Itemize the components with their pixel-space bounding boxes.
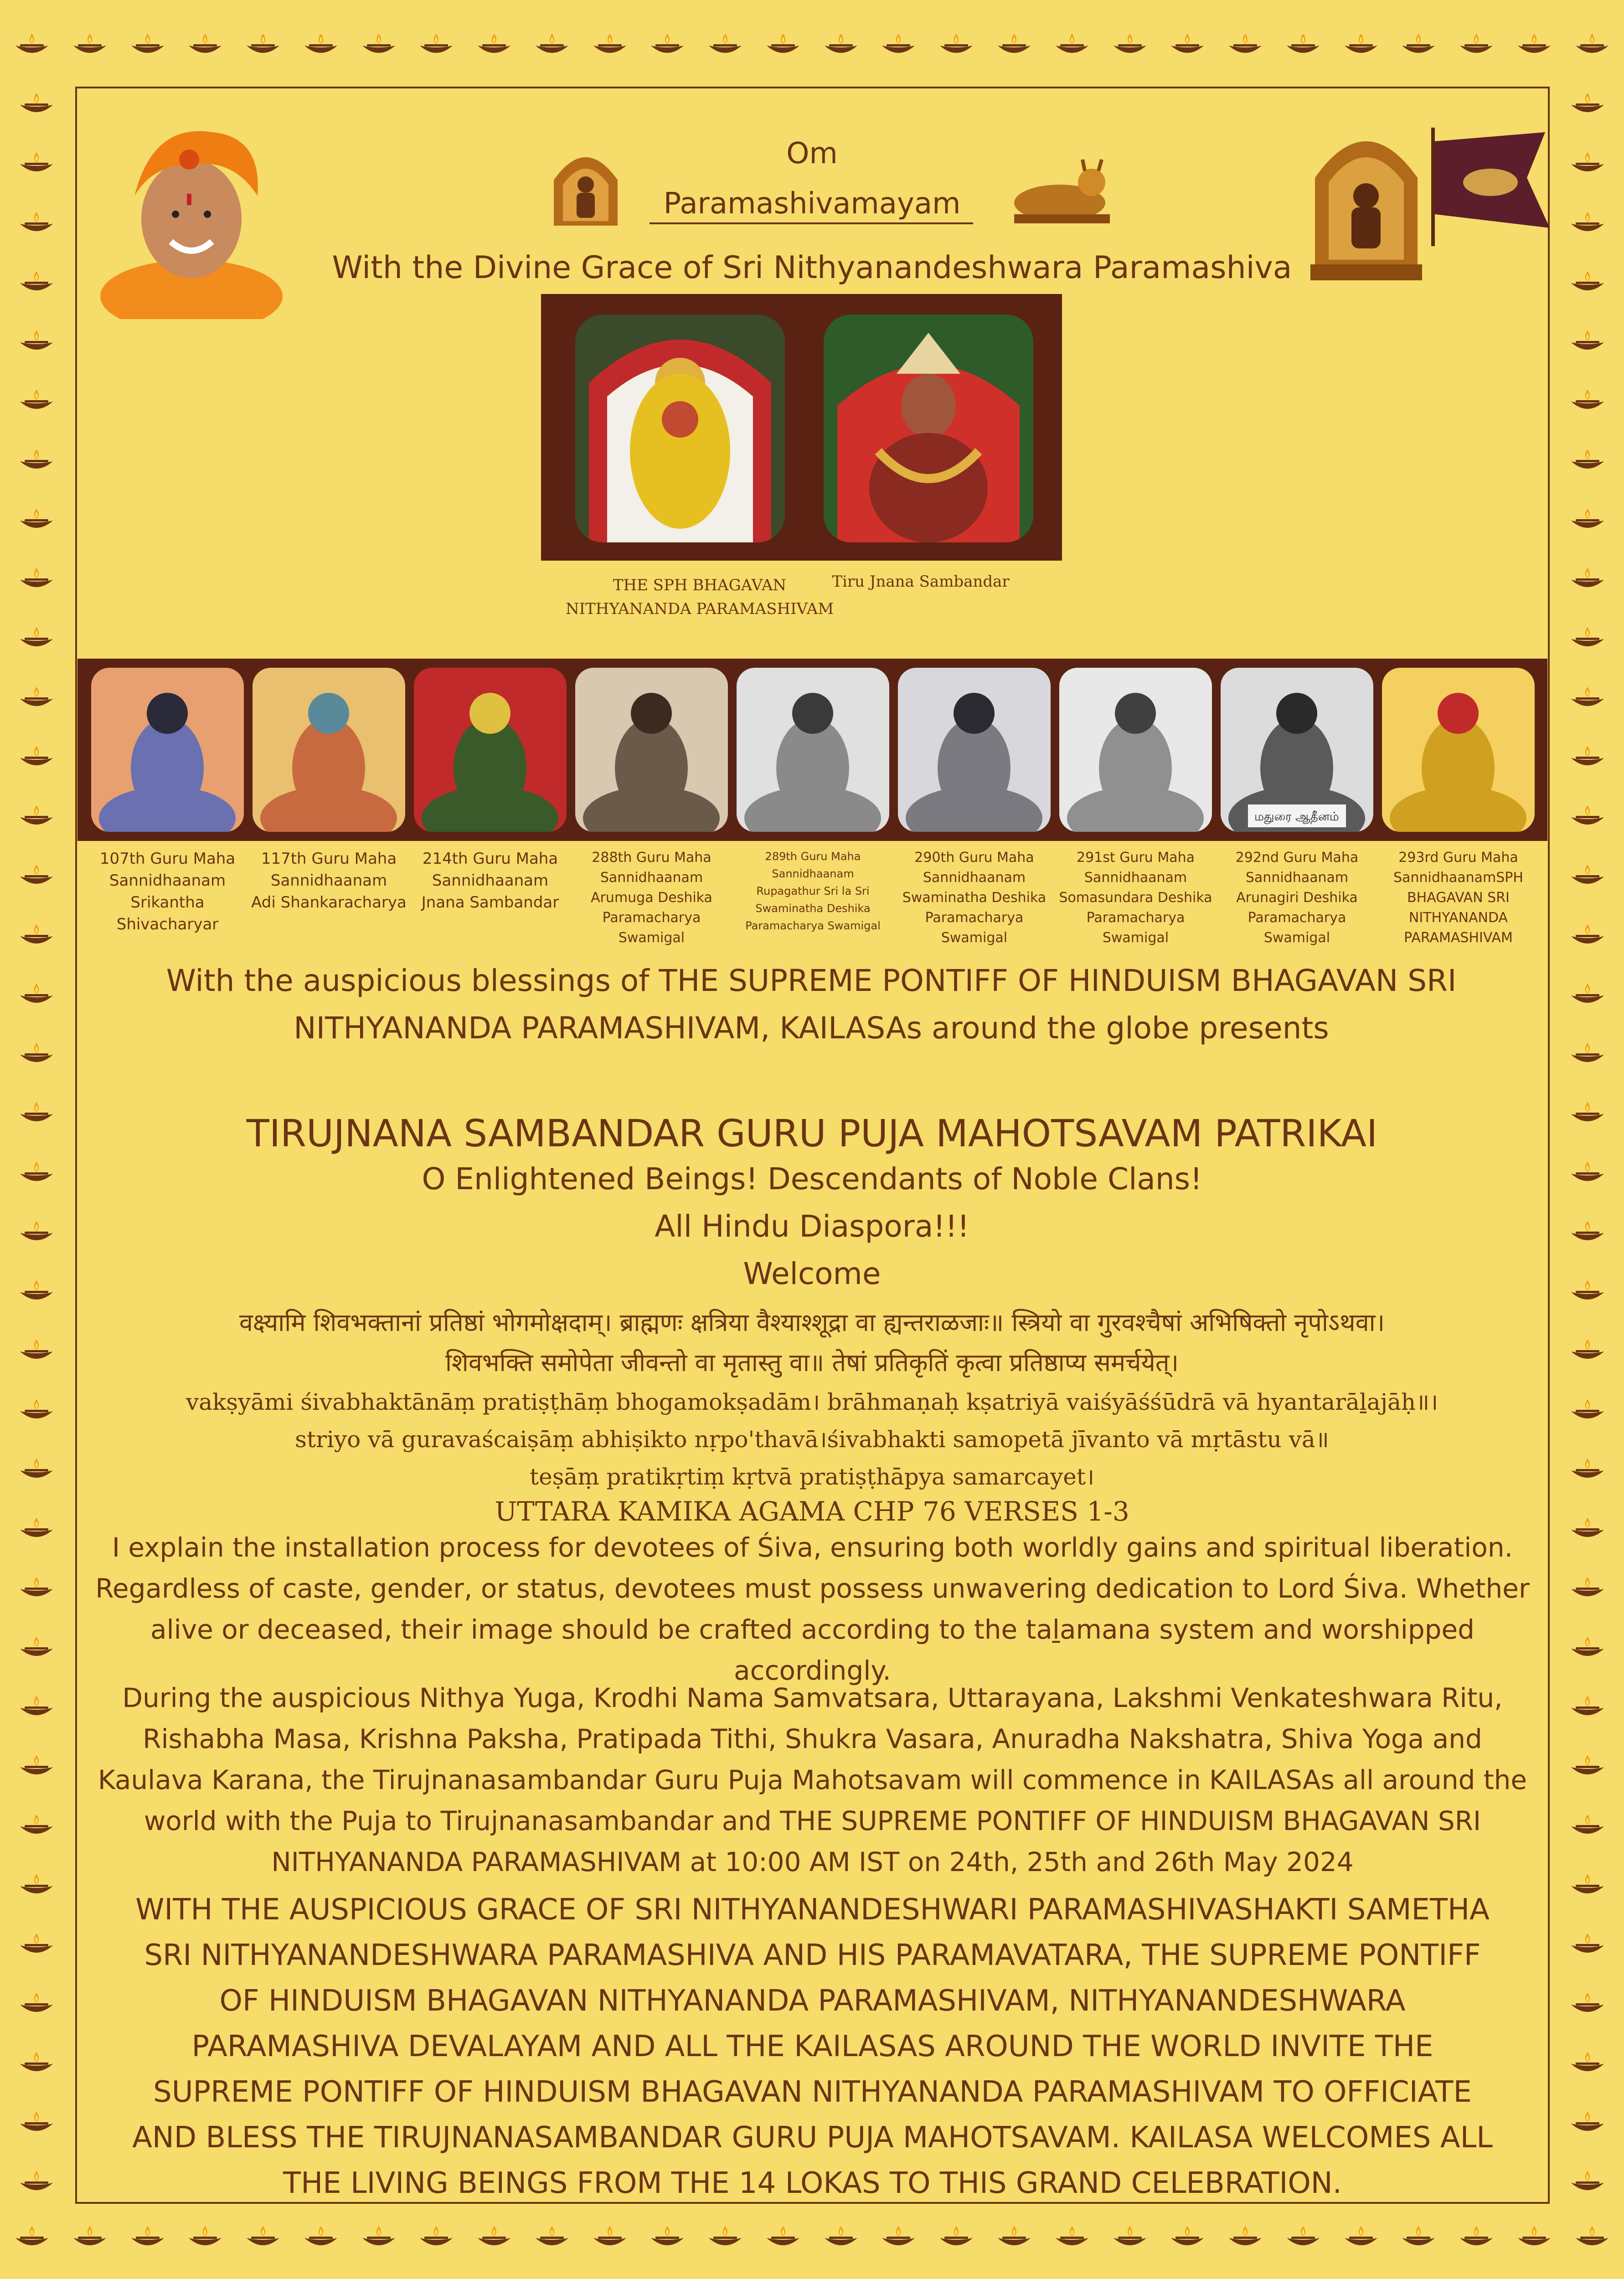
guru-caption-line: Swaminatha Deshika <box>755 902 871 915</box>
diya-lamp-icon <box>649 32 686 59</box>
schedule-line: Kaulava Karana, the Tirujnanasambandar Guru Puja Mahotsavam will commence in KAILASAs all around the <box>98 1764 1527 1795</box>
diya-lamp-icon <box>707 2224 743 2252</box>
diya-lamp-icon <box>187 32 223 59</box>
guru-caption-line: NITHYANANDA <box>1408 910 1508 926</box>
diya-lamp-icon <box>18 1575 55 1603</box>
diya-lamp-icon <box>592 2224 628 2252</box>
guru-caption-line: Sannidhaanam <box>1084 870 1187 886</box>
guru-photo <box>253 668 405 832</box>
diya-lamp-icon <box>18 2169 55 2197</box>
diya-lamp-icon <box>1516 2224 1552 2252</box>
diya-lamp-icon <box>1569 685 1606 712</box>
invitation-line: SUPREME PONTIFF OF HINDUISM BHAGAVAN NITHYANANDA PARAMASHIVAM TO OFFICIATE <box>153 2075 1472 2109</box>
diya-lamp-icon <box>1569 2050 1606 2078</box>
guru-caption <box>1377 848 1539 948</box>
paramashivamayam-heading: Paramashivamayam <box>663 187 961 221</box>
diya-lamp-icon <box>1569 1575 1606 1603</box>
caption-line: THE SPH BHAGAVAN <box>613 576 787 594</box>
guru-caption-line: Paramacharya Swamigal <box>602 910 701 946</box>
diya-lamp-icon <box>18 982 55 1009</box>
welcome-line: Welcome <box>743 1256 881 1291</box>
invitation-line: THE LIVING BEINGS FROM THE 14 LOKAS TO THIS GRAND CELEBRATION. <box>283 2166 1342 2200</box>
diya-lamp-icon <box>18 91 55 119</box>
diya-lamp-icon <box>14 32 50 59</box>
guru-caption-line: Paramacharya Swamigal <box>925 910 1024 946</box>
diya-lamp-icon <box>765 2224 801 2252</box>
invitation-line: WITH THE AUSPICIOUS GRACE OF SRI NITHYANANDESHWARI PARAMASHIVASHAKTI SAMETHA <box>135 1893 1490 1927</box>
diya-lamp-icon <box>18 1991 55 2018</box>
diya-lamp-icon <box>1569 507 1606 534</box>
guru-caption-line: Somasundara Deshika <box>1059 890 1212 906</box>
guru-caption-line: 117th Guru Maha <box>261 850 397 868</box>
guru-photo <box>737 668 889 832</box>
diya-lamp-icon <box>1054 2224 1090 2252</box>
diya-lamp-icon <box>1343 2224 1379 2252</box>
translation-line: I explain the installation process for devotees of Śiva, ensuring both worldly gains and spiritual liberation. <box>112 1532 1513 1563</box>
diya-lamp-icon <box>823 32 859 59</box>
diya-lamp-icon <box>18 2050 55 2078</box>
translation-line: Regardless of caste, gender, or status, devotees must possess unwavering dedication to Lord Śiva. Whether <box>95 1573 1530 1604</box>
diya-lamp-icon <box>1458 32 1495 59</box>
diya-lamp-icon <box>18 1872 55 1900</box>
diya-lamp-icon <box>476 2224 512 2252</box>
guru-caption <box>87 848 248 935</box>
guru-caption-line: Sannidhaanam <box>109 871 226 890</box>
invitation-line: AND BLESS THE TIRUJNANASAMBANDAR GURU PUJA MAHOTSAVAM. KAILASA WELCOMES ALL <box>132 2121 1493 2155</box>
diya-lamp-icon <box>1054 32 1090 59</box>
diya-lamp-icon <box>1227 32 1263 59</box>
transliteration-line-1: vakṣyāmi śivabhaktānāṃ pratiṣṭhāṃ bhogamokṣadām। brāhmaṇaḥ kṣatriyā vaiśyāśśūdrā vā hyantarāḻajāḥ॥। <box>186 1389 1438 1415</box>
diya-lamp-icon <box>303 2224 339 2252</box>
schedule-line: NITHYANANDA PARAMASHIVAM at 10:00 AM IST on 24th, 25th and 26th May 2024 <box>271 1846 1354 1877</box>
guru-caption-line: Sannidhaanam <box>600 870 703 886</box>
guru-caption-line: 288th Guru Maha <box>592 850 711 866</box>
diya-lamp-icon <box>592 32 628 59</box>
invocation-line-1: O Enlightened Beings! Descendants of Noble Clans! <box>422 1161 1202 1196</box>
diya-lamp-icon <box>1569 923 1606 950</box>
blessings-line: With the auspicious blessings of THE SUPREME PONTIFF OF HINDUISM BHAGAVAN SRI <box>166 963 1457 998</box>
guru-caption-line: Sannidhaanam <box>923 870 1026 886</box>
diya-lamp-icon <box>18 1694 55 1722</box>
guru-caption-line: 214th Guru Maha <box>422 850 558 868</box>
diya-lamp-icon <box>18 388 55 415</box>
diya-lamp-icon <box>1569 744 1606 772</box>
diya-lamp-icon <box>245 32 281 59</box>
blessings-paragraph <box>128 957 1495 1052</box>
transliteration-line-3: teṣāṃ pratikṛtiṃ kṛtvā pratiṣṭhāpya samarcayet। <box>530 1464 1094 1490</box>
diya-lamp-icon <box>1569 2169 1606 2197</box>
heading-underline <box>650 222 973 224</box>
diya-lamp-icon <box>476 32 512 59</box>
diya-lamp-icon <box>187 2224 223 2252</box>
diya-lamp-icon <box>361 32 397 59</box>
tiru-jnana-sambandar-caption: Tiru Jnana Sambandar <box>832 572 1010 591</box>
diya-lamp-icon <box>938 2224 974 2252</box>
guru-caption <box>1216 848 1378 948</box>
svg-text:மதுரை ஆதீனம்: மதுரை ஆதீனம் <box>1254 810 1339 824</box>
diya-lamp-icon <box>1569 804 1606 831</box>
guru-caption <box>732 848 894 934</box>
diya-lamp-icon <box>823 2224 859 2252</box>
invitation-line: SRI NITHYANANDESHWARA PARAMASHIVA AND HIS PARAMAVATARA, THE SUPREME PONTIFF <box>144 1939 1481 1972</box>
diya-lamp-icon <box>1569 566 1606 593</box>
diya-lamp-icon <box>1569 625 1606 653</box>
guru-caption-line: Jnana Sambandar <box>421 893 559 912</box>
diya-lamp-icon <box>765 32 801 59</box>
guru-caption-line: Swaminatha Deshika <box>902 890 1047 906</box>
sanskrit-verse-line-2: शिवभक्ति समोपेता जीवन्तो वा मृतास्तु वा॥ तेषां प्रतिकृतिं कृत्वा प्रतिष्ठाप्य समर्चयेत्। <box>445 1348 1179 1377</box>
diya-lamp-icon <box>72 2224 108 2252</box>
diya-lamp-icon <box>1112 2224 1148 2252</box>
diya-lamp-icon <box>303 32 339 59</box>
diya-lamp-icon <box>72 32 108 59</box>
diya-lamp-icon <box>18 744 55 772</box>
guru-caption-line: Adi Shankaracharya <box>251 893 407 912</box>
diya-lamp-icon <box>938 32 974 59</box>
guru-caption <box>893 848 1055 948</box>
diya-lamp-icon <box>1569 448 1606 475</box>
diya-lamp-icon <box>1569 388 1606 415</box>
guru-photo <box>91 668 244 832</box>
diya-lamp-icon <box>18 1753 55 1781</box>
diya-lamp-icon <box>18 1813 55 1840</box>
diya-lamp-icon <box>1569 1932 1606 1959</box>
schedule-paragraph <box>82 1677 1543 1882</box>
guru-photo <box>414 668 567 832</box>
diya-lamp-icon <box>534 32 570 59</box>
guru-caption-line: Arumuga Deshika <box>591 890 712 906</box>
diya-lamp-icon <box>1569 2110 1606 2137</box>
guru-caption-line: Paramacharya Swamigal <box>745 919 881 932</box>
transliteration-line-2: striyo vā guravaścaiṣāṃ abhiṣikto nṛpo'thavā।śivabhakti samopetā jīvanto vā mṛtāstu vā॥ <box>295 1426 1329 1453</box>
diya-lamp-icon <box>418 32 454 59</box>
guru-caption-line: Sannidhaanam <box>1245 870 1349 886</box>
diya-lamp-icon <box>534 2224 570 2252</box>
diya-lamp-icon <box>1569 982 1606 1009</box>
diya-lamp-icon <box>1569 1991 1606 2018</box>
tiru-jnana-sambandar-photo <box>824 315 1033 542</box>
lamp-border-top <box>14 32 1610 68</box>
guru-caption-line: SannidhaanamSPH <box>1393 870 1523 886</box>
diya-lamp-icon <box>18 923 55 950</box>
guru-caption <box>571 848 732 948</box>
diya-lamp-icon <box>1285 32 1321 59</box>
diya-lamp-icon <box>18 507 55 534</box>
guru-caption-line: PARAMASHIVAM <box>1404 930 1513 946</box>
agama-reference: UTTARA KAMIKA AGAMA CHP 76 VERSES 1-3 <box>495 1496 1129 1527</box>
guru-caption-line: 290th Guru Maha <box>914 850 1034 866</box>
diya-lamp-icon <box>18 1635 55 1662</box>
diya-lamp-icon <box>1400 32 1437 59</box>
diya-lamp-icon <box>707 32 743 59</box>
patrikai-title: TIRUJNANA SAMBANDAR GURU PUJA MAHOTSAVAM PATRIKAI <box>246 1112 1378 1155</box>
guru-caption-line: 292nd Guru Maha <box>1235 850 1359 866</box>
diya-lamp-icon <box>18 2110 55 2137</box>
guru-caption-line: Arunagiri Deshika <box>1236 890 1358 906</box>
diya-lamp-icon <box>18 566 55 593</box>
diya-lamp-icon <box>18 1041 55 1068</box>
invitation-paragraph <box>82 1887 1543 2206</box>
diya-lamp-icon <box>18 685 55 712</box>
diya-lamp-icon <box>18 448 55 475</box>
translation-paragraph <box>82 1527 1543 1691</box>
diya-lamp-icon <box>18 625 55 653</box>
diya-lamp-icon <box>418 2224 454 2252</box>
diya-lamp-icon <box>1569 863 1606 890</box>
guru-photo <box>1382 668 1535 832</box>
diya-lamp-icon <box>1569 1872 1606 1900</box>
translation-line: alive or deceased, their image should be crafted according to the taḻamana system and worshipped <box>150 1614 1474 1645</box>
main-photo-panel <box>541 294 1062 561</box>
guru-caption-line: Shivacharyar <box>116 915 219 933</box>
guru-caption-line: Rupagathur Sri la Sri <box>756 885 870 897</box>
guru-caption-line: Paramacharya Swamigal <box>1086 910 1185 946</box>
diya-lamp-icon <box>1569 1753 1606 1781</box>
sanskrit-verse-line-1: वक्ष्यामि शिवभक्तानां प्रतिष्ठां भोगमोक्षदाम्। ब्राह्मणः क्षत्रिया वैश्याश्शूद्रा वा ह्यन्तराळजाः॥ स्त्रियो वा गुरवश्चैषां अभिषिक्तो नृपोऽथवा। <box>239 1308 1385 1337</box>
diya-lamp-icon <box>1516 32 1552 59</box>
diya-lamp-icon <box>1227 2224 1263 2252</box>
diya-lamp-icon <box>996 2224 1032 2252</box>
translation-line: accordingly. <box>734 1655 891 1686</box>
guru-caption-line: Sannidhaanam <box>772 867 854 880</box>
diya-lamp-icon <box>14 2224 50 2252</box>
diya-lamp-icon <box>129 32 166 59</box>
diya-lamp-icon <box>18 804 55 831</box>
om-heading: Om <box>786 137 838 170</box>
diya-lamp-icon <box>1574 2224 1610 2252</box>
invitation-line: OF HINDUISM BHAGAVAN NITHYANANDA PARAMASHIVAM, NITHYANANDESHWARA <box>219 1984 1406 2018</box>
guru-caption-line: Sannidhaanam <box>270 871 387 890</box>
blessings-line: NITHYANANDA PARAMASHIVAM, KAILASAs around the globe presents <box>294 1011 1329 1046</box>
diya-lamp-icon <box>18 1932 55 1959</box>
diya-lamp-icon <box>1569 1041 1606 1068</box>
diya-lamp-icon <box>1285 2224 1321 2252</box>
diya-lamp-icon <box>1400 2224 1437 2252</box>
guru-caption-line: 107th Guru Maha <box>99 850 236 868</box>
guru-photo <box>898 668 1051 832</box>
lamp-border-bottom <box>14 2224 1610 2261</box>
guru-caption <box>248 848 410 913</box>
diya-lamp-icon <box>1569 1694 1606 1722</box>
guru-caption-line: BHAGAVAN SRI <box>1407 890 1510 906</box>
diya-lamp-icon <box>129 2224 166 2252</box>
diya-lamp-icon <box>1569 91 1606 119</box>
schedule-line: world with the Puja to Tirujnanasambandar and THE SUPREME PONTIFF OF HINDUISM BHAGAVAN SRI <box>144 1805 1481 1836</box>
diya-lamp-icon <box>880 2224 917 2252</box>
diya-lamp-icon <box>361 2224 397 2252</box>
guru-photo <box>1059 668 1212 832</box>
schedule-line: Rishabha Masa, Krishna Paksha, Pratipada Tithi, Shukra Vasara, Anuradha Nakshatra, Shiva Yoga and <box>143 1723 1482 1754</box>
guru-caption-line: 289th Guru Maha <box>765 850 861 863</box>
guru-caption-line: 291st Guru Maha <box>1077 850 1195 866</box>
diya-lamp-icon <box>1569 329 1606 356</box>
diya-lamp-icon <box>649 2224 686 2252</box>
guru-photo <box>575 668 728 832</box>
sph-bhagavan-photo <box>575 315 785 542</box>
sph-bhagavan-caption <box>552 573 848 621</box>
guru-lineage-strip <box>77 659 1547 841</box>
invitation-line: PARAMASHIVA DEVALAYAM AND ALL THE KAILASAS AROUND THE WORLD INVITE THE <box>191 2030 1433 2063</box>
schedule-line: During the auspicious Nithya Yuga, Krodhi Nama Samvatsara, Uttarayana, Lakshmi Venkateshwara Ritu, <box>122 1682 1503 1713</box>
diya-lamp-icon <box>1169 2224 1206 2252</box>
diya-lamp-icon <box>1458 2224 1495 2252</box>
diya-lamp-icon <box>1569 1635 1606 1662</box>
invocation-line-2: All Hindu Diaspora!!! <box>655 1209 969 1244</box>
diya-lamp-icon <box>1169 32 1206 59</box>
guru-caption <box>1055 848 1217 948</box>
guru-caption-line: Srikantha <box>130 893 205 912</box>
guru-caption-line: Paramacharya Swamigal <box>1248 910 1346 946</box>
caption-line: NITHYANANDA PARAMASHIVAM <box>565 600 834 618</box>
divine-grace-line: With the Divine Grace of Sri Nithyanandeshwara Paramashiva <box>332 250 1292 286</box>
diya-lamp-icon <box>18 329 55 356</box>
guru-caption <box>409 848 571 913</box>
diya-lamp-icon <box>245 2224 281 2252</box>
diya-lamp-icon <box>996 32 1032 59</box>
guru-caption-line: 293rd Guru Maha <box>1398 850 1518 866</box>
diya-lamp-icon <box>880 32 917 59</box>
diya-lamp-icon <box>18 863 55 890</box>
guru-caption-line: Sannidhaanam <box>432 871 549 890</box>
diya-lamp-icon <box>1112 32 1148 59</box>
diya-lamp-icon <box>1343 32 1379 59</box>
diya-lamp-icon <box>1569 1813 1606 1840</box>
guru-photo <box>1221 668 1373 832</box>
diya-lamp-icon <box>1574 32 1610 59</box>
